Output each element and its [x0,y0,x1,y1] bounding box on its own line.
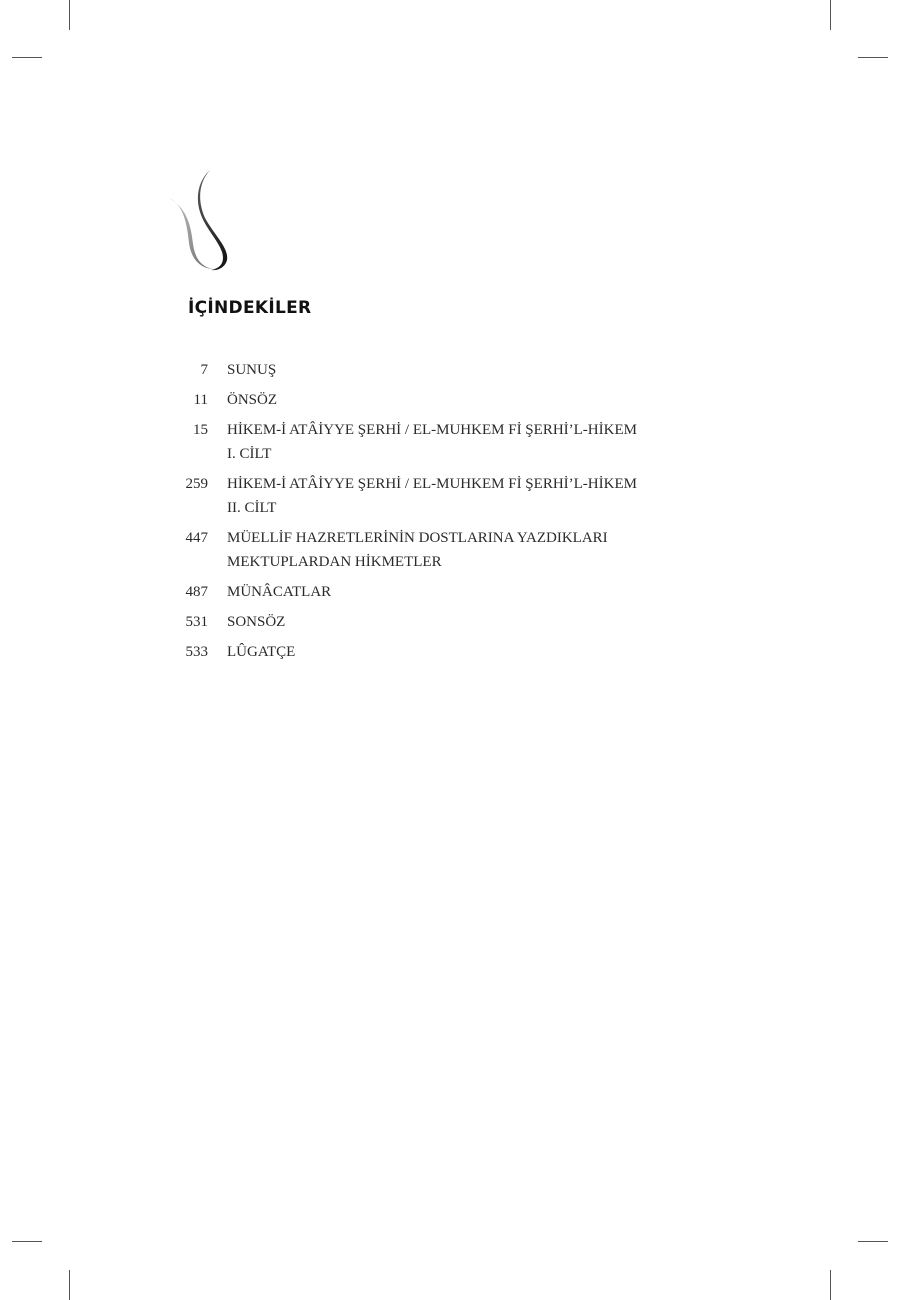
toc-entry[interactable] [160,526,680,574]
toc-page-number: 531 [185,614,208,630]
toc-entry[interactable] [160,580,680,604]
toc-entry-title [227,640,680,664]
toc-entry-title-line: MEKTUPLARDAN HİKMETLER [227,554,442,570]
toc-entry-title [227,580,680,604]
toc-entry-title-line: I. CİLT [227,446,272,462]
crop-mark-right-bottom [858,1241,888,1242]
toc-page-number: 11 [193,392,208,408]
toc-page-number: 259 [185,476,208,492]
toc-entry-title-line: MÜELLİF HAZRETLERİNİN DOSTLARINA YAZDIKLARI [227,530,608,546]
toc-entry[interactable] [160,472,680,520]
toc-entry-title-line: SONSÖZ [227,614,286,630]
table-of-contents [160,358,680,670]
crop-mark-bottom-left [69,1270,70,1300]
toc-entry-title [227,418,680,466]
toc-entry[interactable] [160,610,680,634]
vav-calligraphy-icon [165,168,240,273]
toc-entry-title-line: ÖNSÖZ [227,392,278,408]
page-title: İÇİNDEKİLER [188,298,312,318]
toc-page-number: 447 [185,530,208,546]
toc-entry[interactable] [160,418,680,466]
toc-entry-title-line: MÜNÂCATLAR [227,584,332,600]
toc-entry-title [227,472,680,520]
toc-entry-title-line: II. CİLT [227,500,277,516]
toc-entry[interactable] [160,358,680,382]
crop-mark-right-top [858,57,888,58]
toc-entry-title [227,610,680,634]
toc-entry[interactable] [160,388,680,412]
toc-page-number: 15 [193,422,208,438]
toc-entry-title-line: HİKEM-İ ATÂİYYE ŞERHİ / EL-MUHKEM Fİ ŞERHİ’L-HİKEM [227,422,637,438]
crop-mark-left-top [12,57,42,58]
toc-entry-title [227,526,680,574]
toc-page-number: 533 [185,644,208,660]
toc-entry[interactable] [160,640,680,664]
toc-entry-title [227,388,680,412]
crop-mark-left-bottom [12,1241,42,1242]
toc-page-number: 7 [200,362,208,378]
toc-page-number: 487 [185,584,208,600]
toc-entry-title-line: SUNUŞ [227,362,277,378]
crop-mark-top-right [830,0,831,30]
toc-entry-title-line: LÛGATÇE [227,644,296,660]
crop-mark-top-left [69,0,70,30]
toc-entry-title-line: HİKEM-İ ATÂİYYE ŞERHİ / EL-MUHKEM Fİ ŞERHİ’L-HİKEM [227,476,637,492]
toc-entry-title [227,358,680,382]
crop-mark-bottom-right [830,1270,831,1300]
